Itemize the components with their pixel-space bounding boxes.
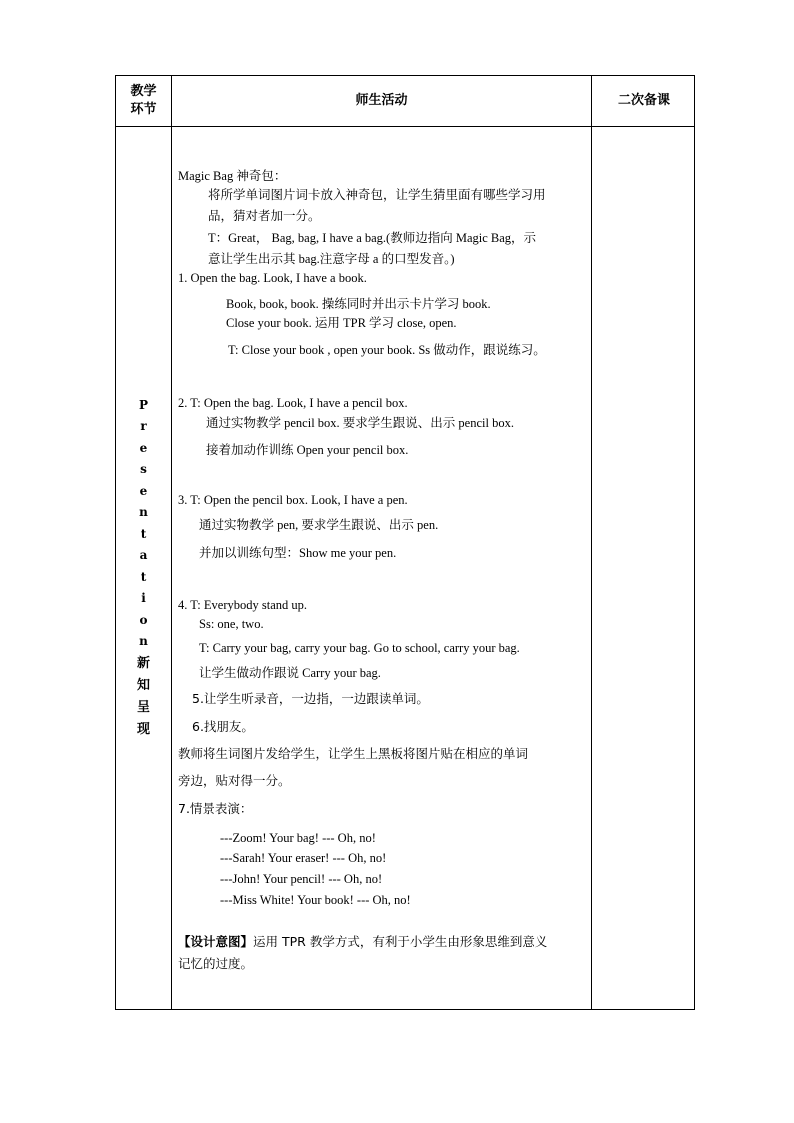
section-label-char: n <box>139 634 148 648</box>
text-line: 旁边，贴对得一分。 <box>178 773 291 788</box>
step-6-heading: 6.找朋友。 <box>192 719 254 734</box>
section-label-char: P <box>138 397 149 412</box>
dialogue-line: ---Sarah! Your eraser! --- Oh, no! <box>220 851 387 865</box>
text-line: 将所学单词图片词卡放入神奇包，让学生猜里面有哪些学习用 <box>208 187 546 202</box>
section-label-char: 呈 <box>136 699 150 715</box>
text-line: T：Great， Bag, bag, I have a bag.(教师边指向 Magic Bag，示 <box>208 231 537 245</box>
column-divider <box>591 76 592 1009</box>
header-second-prep: 二次备课 <box>617 93 670 108</box>
column-divider <box>171 76 172 1009</box>
design-intent-label: 【设计意图】 <box>178 934 254 949</box>
section-label-char: 新 <box>136 655 150 671</box>
section-label-char: t <box>140 569 147 584</box>
text-line: Book, book, book. 操练同时并出示卡片学习 book. <box>226 297 491 311</box>
text-line: 通过实物教学 pen, 要求学生跟说、出示 pen. <box>199 518 439 532</box>
step-5-heading: 5.让学生听录音，一边指，一边跟读单词。 <box>192 691 429 706</box>
text-line: 品，猜对者加一分。 <box>208 208 321 223</box>
step-4-heading: 4. T: Everybody stand up. <box>178 598 307 612</box>
header-stage: 教学环节 <box>130 84 157 117</box>
design-intent <box>178 934 547 950</box>
section-label-char: a <box>139 548 148 562</box>
header-activities: 师生活动 <box>355 93 408 108</box>
section-label-char: r <box>140 419 147 433</box>
text-line: T: Close your book , open your book. Ss 做动作，跟说练习。 <box>228 343 546 357</box>
step-3-heading: 3. T: Open the pencil box. Look, I have a pen. <box>178 493 408 507</box>
text-line: T: Carry your bag, carry your bag. Go to school, carry your bag. <box>199 641 520 655</box>
section-label-char: o <box>139 612 148 627</box>
text-line: Close your book. 运用 TPR 学习 close, open. <box>226 316 457 330</box>
text-line: 通过实物教学 pencil box. 要求学生跟说、出示 pencil box. <box>206 416 514 430</box>
dialogue-line: ---Miss White! Your book! --- Oh, no! <box>220 893 411 907</box>
section-label-char: s <box>140 462 147 476</box>
magic-bag-title: Magic Bag 神奇包： <box>178 169 287 183</box>
section-label-char: 知 <box>136 677 150 693</box>
section-label <box>116 126 171 1009</box>
text-line: 教师将生词图片发给学生，让学生上黑板将图片贴在相应的单词 <box>178 746 529 761</box>
step-2-heading: 2. T: Open the bag. Look, I have a pencil box. <box>178 396 408 410</box>
text-line: 接着加动作训练 Open your pencil box. <box>206 443 409 457</box>
section-label-char: i <box>141 591 146 605</box>
section-label-char: n <box>139 505 148 519</box>
step-1-heading: 1. Open the bag. Look, I have a book. <box>178 271 367 285</box>
section-label-char: e <box>139 483 148 498</box>
header-divider <box>116 126 694 127</box>
text-line: 意让学生出示其 bag.注意字母 a 的口型发音。) <box>208 252 455 266</box>
design-intent-text: 运用 TPR 教学方式，有利于小学生由形象思维到意义 <box>253 934 548 949</box>
dialogue-line: ---Zoom! Your bag! --- Oh, no! <box>220 831 376 845</box>
text-line: 记忆的过度。 <box>178 956 254 971</box>
section-label-char: t <box>140 526 147 541</box>
step-7-heading: 7.情景表演： <box>178 801 253 816</box>
text-line: 让学生做动作跟说 Carry your bag. <box>199 666 381 680</box>
lesson-table <box>115 75 695 1010</box>
section-label-char: 现 <box>136 721 150 737</box>
text-line: 并加以训练句型：Show me your pen. <box>199 546 397 560</box>
dialogue-line: ---John! Your pencil! --- Oh, no! <box>220 872 383 886</box>
text-line: Ss: one, two. <box>199 617 264 631</box>
section-label-char: e <box>139 440 148 455</box>
